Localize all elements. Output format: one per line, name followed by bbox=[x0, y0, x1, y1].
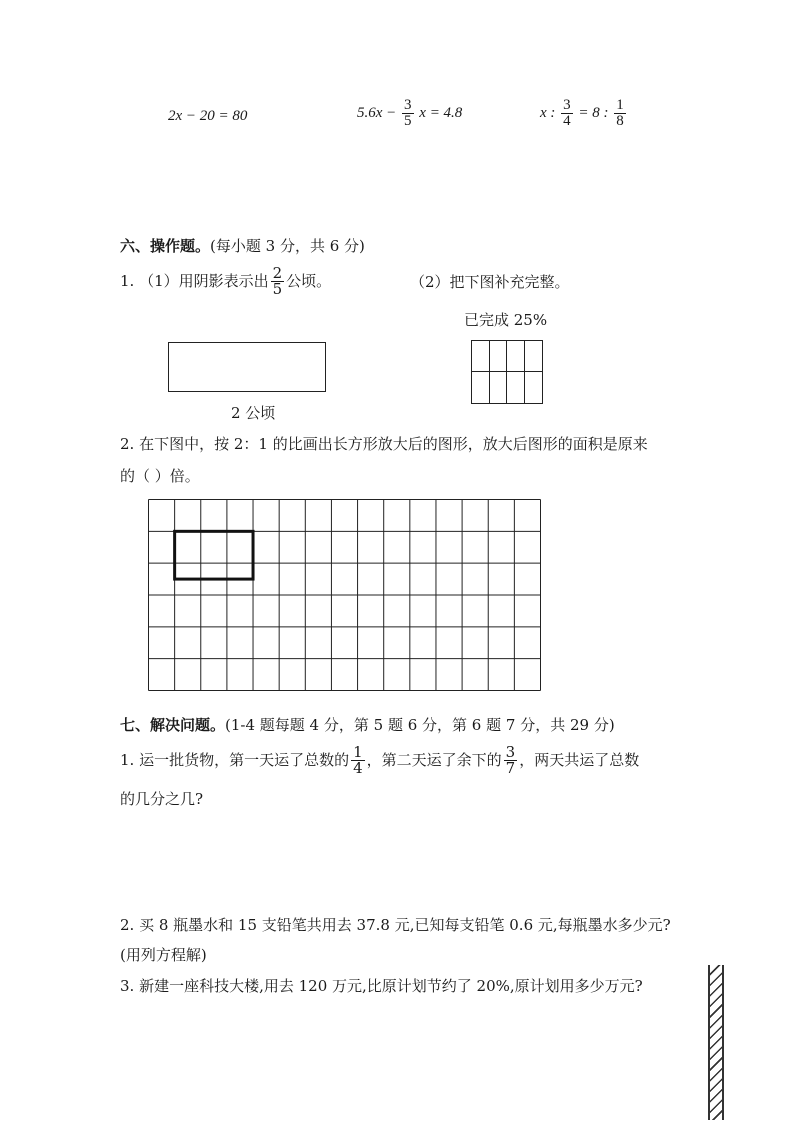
fraction: $\frac{3}{5}$ bbox=[404, 97, 412, 129]
area-rectangle bbox=[168, 342, 326, 392]
section-7-question-2-line-1: 2. 买 8 瓶墨水和 15 支铅笔共用去 37.8 元,已知每支铅笔 0.6 元,每瓶墨水多少元? bbox=[120, 916, 671, 934]
grid-cell bbox=[472, 341, 490, 372]
partial-grid bbox=[471, 340, 543, 404]
grid-cell bbox=[525, 341, 543, 372]
grid-cell bbox=[472, 372, 490, 403]
drawing-grid bbox=[148, 499, 541, 691]
section-7-question-1: 1. 运一批货物，第一天运了总数的 $\frac{1}{4}$ ，第二天运了余下的 $\frac{3}{7}$ ，两天共运了总数 bbox=[120, 743, 640, 777]
section-6-heading: 六、操作题。(每小题 3 分，共 6 分) bbox=[120, 237, 365, 255]
section-7-question-3: 3. 新建一座科技大楼,用去 120 万元,比原计划节约了 20%,原计划用多少万元? bbox=[120, 977, 643, 995]
fraction: $\frac{3}{4}$ bbox=[563, 97, 571, 129]
grid-cell bbox=[507, 341, 525, 372]
original-rectangle bbox=[175, 531, 253, 579]
grid-cell bbox=[525, 372, 543, 403]
section-6-question-1b: （2）把下图补充完整。 bbox=[410, 273, 570, 291]
section-7-question-1-line-2: 的几分之几? bbox=[120, 790, 204, 808]
fraction: $\frac{1}{4}$ bbox=[353, 743, 363, 777]
equation-3: x : $\frac{3}{4}$ = 8 : $\frac{1}{8}$ bbox=[540, 97, 624, 129]
section-6-question-2-line-2: 的（ ）倍。 bbox=[120, 467, 200, 485]
area-label: 2 公顷 bbox=[231, 404, 276, 422]
grid-cell bbox=[490, 372, 508, 403]
fraction: $\frac{3}{7}$ bbox=[505, 743, 516, 777]
section-6-question-1: 1. （1）用阴影表示出 $\frac{2}{5}$ 公顷。 bbox=[120, 264, 332, 298]
fraction: $\frac{1}{8}$ bbox=[616, 97, 624, 129]
section-7-question-2-line-2: (用列方程解) bbox=[120, 946, 207, 964]
section-6-question-2-line-1: 2. 在下图中，按 2：1 的比画出长方形放大后的图形，放大后图形的面积是原来 bbox=[120, 435, 648, 453]
binding-margin bbox=[708, 965, 724, 1120]
completion-label: 已完成 25% bbox=[464, 311, 548, 329]
grid-cell bbox=[507, 372, 525, 403]
fraction: $\frac{2}{5}$ bbox=[272, 264, 283, 298]
equation-2: 5.6x − $\frac{3}{5}$ x = 4.8 bbox=[357, 97, 463, 129]
equation-1: 2x − 20 = 80 bbox=[168, 108, 248, 124]
section-7-heading: 七、解决问题。(1-4 题每题 4 分，第 5 题 6 分，第 6 题 7 分，共 29 分) bbox=[120, 716, 615, 734]
grid-cell bbox=[490, 341, 508, 372]
